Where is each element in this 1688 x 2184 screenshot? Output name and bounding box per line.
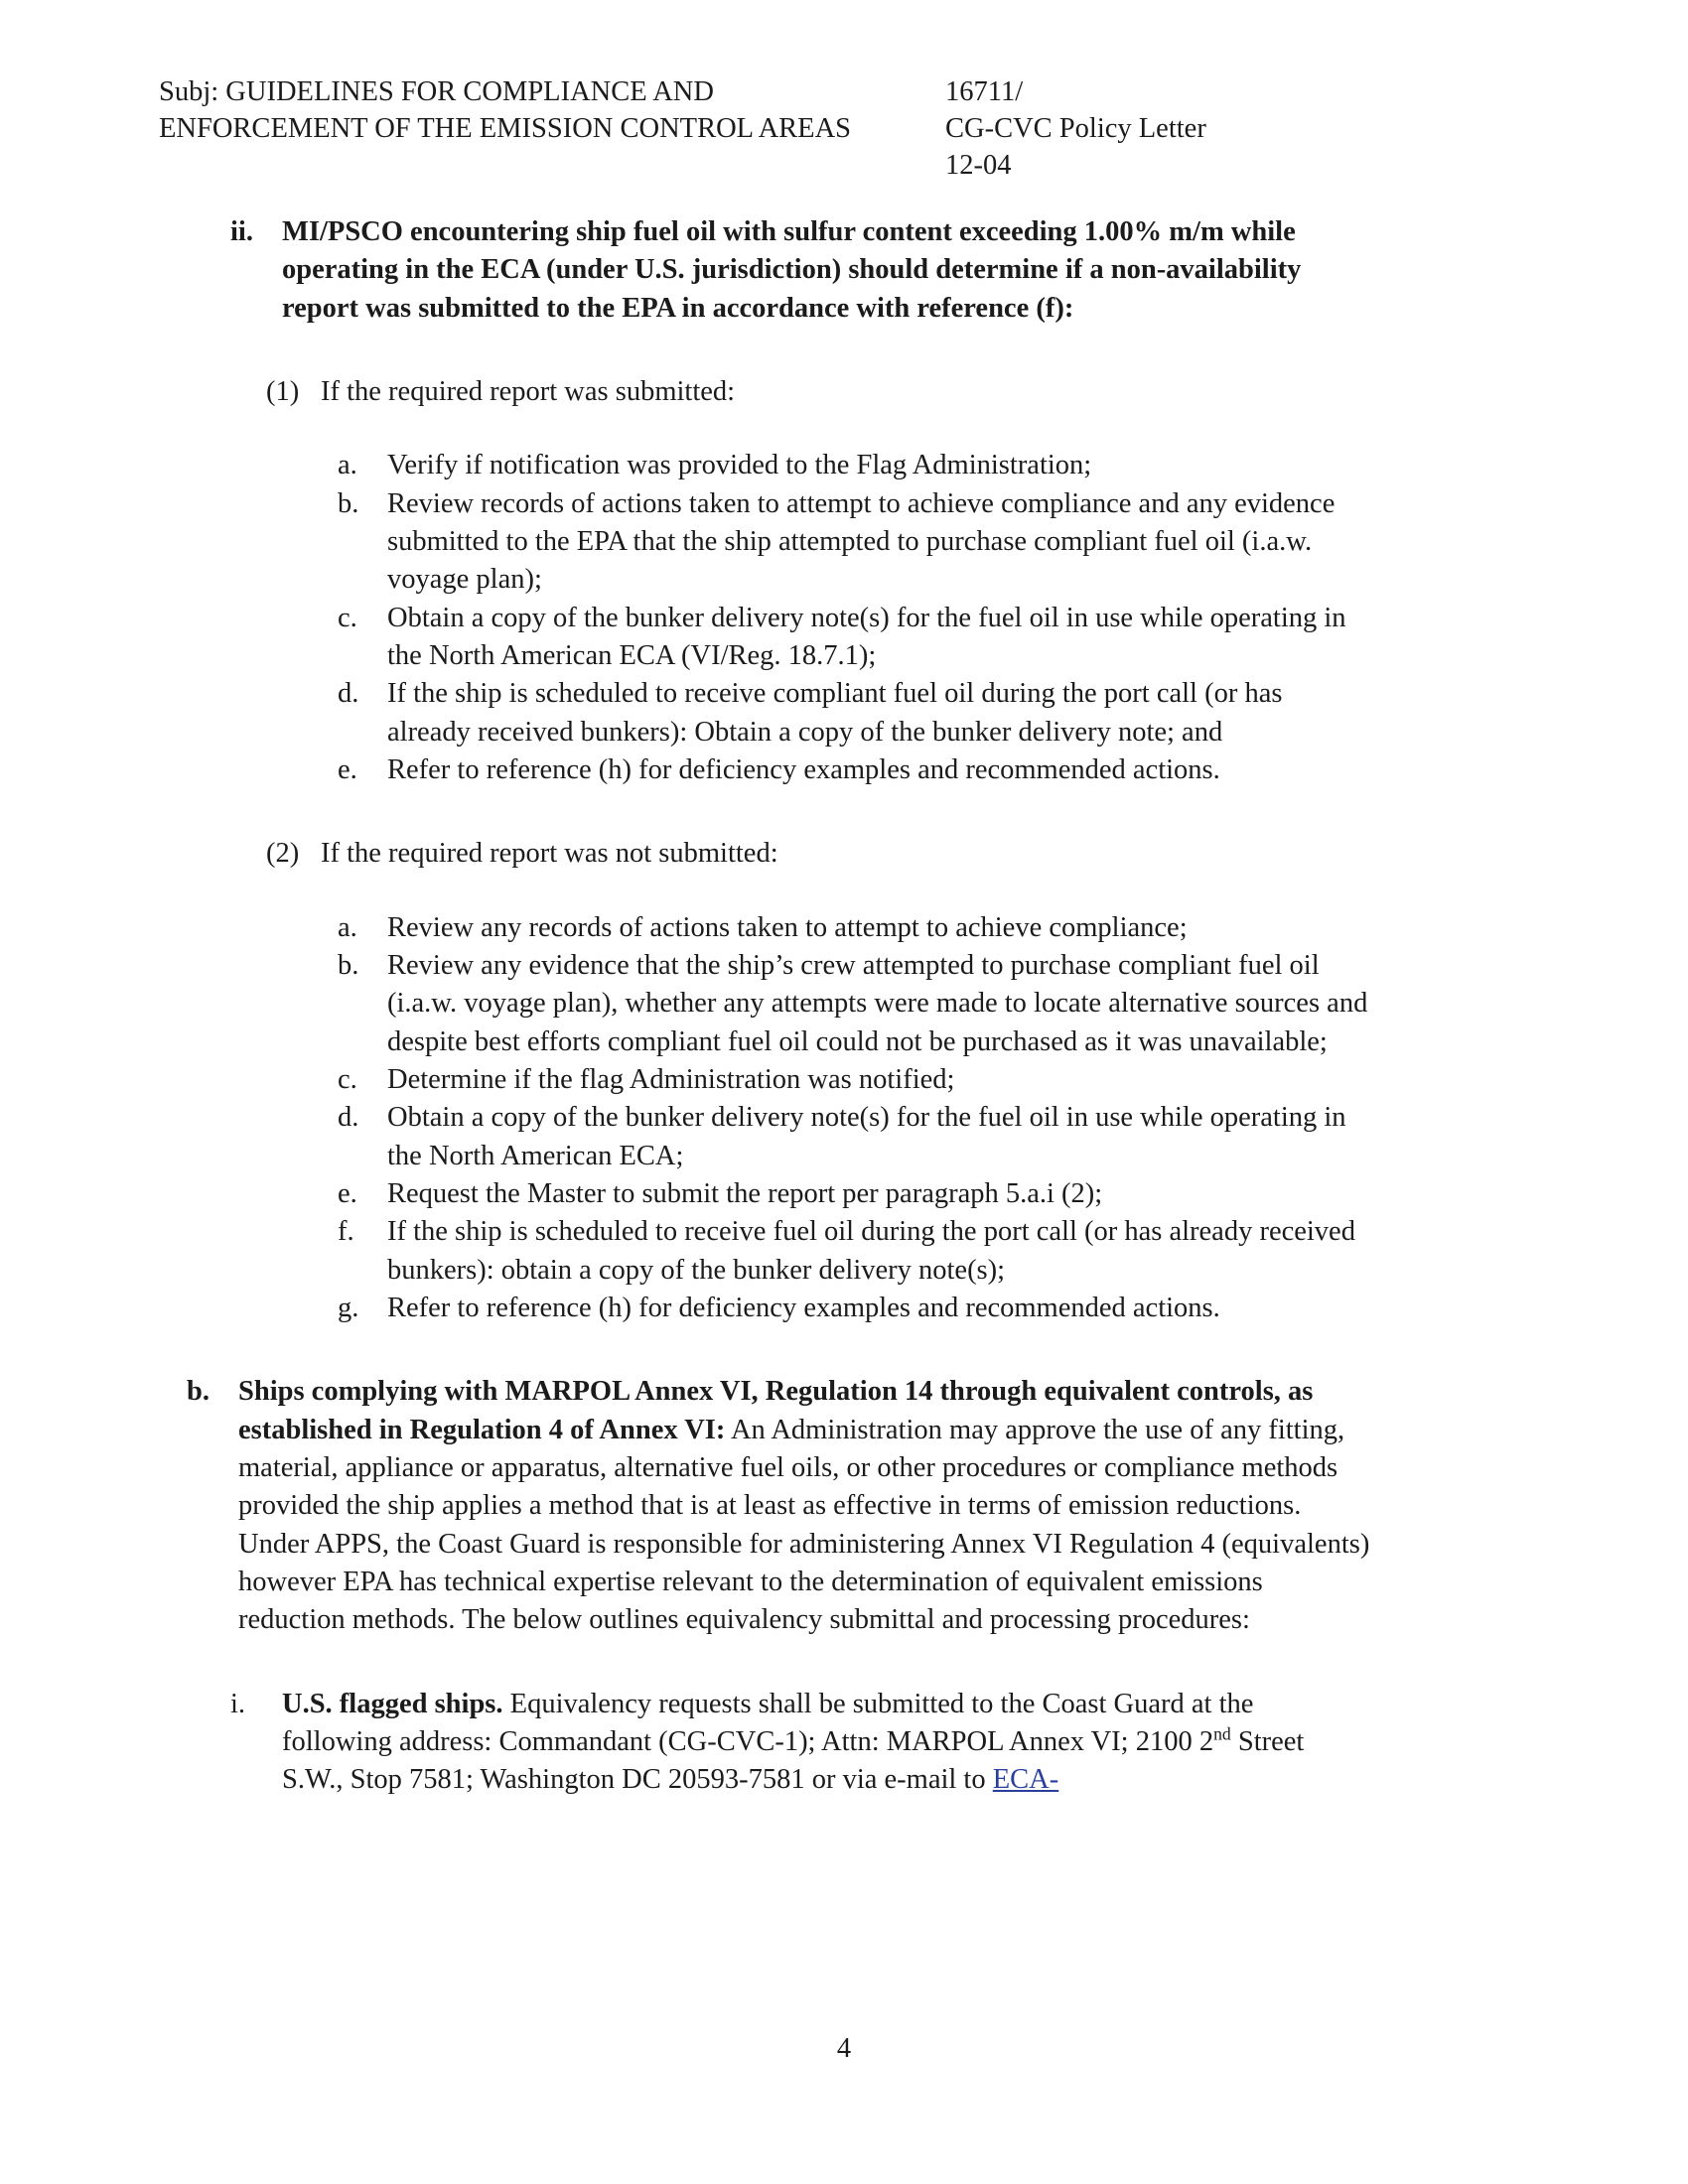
list-item bbox=[338, 1061, 1370, 1099]
list-item-text: Review any records of actions taken to attempt to achieve compliance; bbox=[387, 911, 1188, 943]
section-ii-sub-1 bbox=[266, 373, 1370, 411]
list-item-text: Verify if notification was provided to the Flag Administration; bbox=[387, 450, 1092, 481]
header-policy-letter-title: CG-CVC Policy Letter bbox=[945, 113, 1206, 145]
list-item-marker: b. bbox=[338, 487, 359, 519]
section-ii-sub-1-marker: (1) bbox=[266, 375, 300, 407]
section-b bbox=[187, 1373, 1370, 1639]
section-b-sub-i-paragraph bbox=[282, 1686, 1370, 1800]
list-item bbox=[338, 947, 1370, 1061]
list-item-marker: d. bbox=[338, 678, 359, 710]
list-item bbox=[338, 1290, 1370, 1327]
list-item bbox=[338, 1099, 1370, 1175]
header-subject-line-2: ENFORCEMENT OF THE EMISSION CONTROL AREAS bbox=[159, 113, 851, 145]
section-ii-sub-2-list bbox=[159, 909, 1370, 1328]
header-subject-line-1: Subj: GUIDELINES FOR COMPLIANCE AND bbox=[159, 76, 714, 107]
list-item-text: Determine if the flag Administration was notified; bbox=[387, 1063, 955, 1095]
list-item-text: If the ship is scheduled to receive compliant fuel oil during the port call (or has already received bunkers): Obtain a copy of the bunker delivery note; and bbox=[387, 678, 1283, 748]
section-b-sub-i bbox=[230, 1686, 1370, 1800]
spacer bbox=[159, 1327, 1370, 1373]
section-ii-sub-1-list bbox=[159, 447, 1370, 789]
eca-email-link[interactable]: ECA- bbox=[992, 1764, 1059, 1796]
section-ii-heading: MI/PSCO encountering ship fuel oil with sulfur content exceeding 1.00% m/m while operating in the ECA (under U.S. jurisdiction) should determine if a non-availability report was submitted to the EPA in accordance with reference (f): bbox=[282, 216, 1302, 324]
list-item bbox=[338, 751, 1370, 789]
section-b-body: An Administration may approve the use of any fitting, material, appliance or apparatus, alternative fuel oils, or other procedures or compliance methods provided the ship applies a method that is at least as effective in terms of emission reductions. Under APPS, the Coast Guard is responsible for administering Annex VI Regulation 4 (equivalents) however EPA has technical expertise relevant to the determination of equivalent emissions reduction methods. The below outlines equivalency submittal and processing procedures: bbox=[238, 1414, 1370, 1636]
list-item-marker: c. bbox=[338, 602, 357, 633]
list-item bbox=[338, 600, 1370, 676]
list-item bbox=[338, 447, 1370, 484]
section-b-sub-i-lead: U.S. flagged ships. bbox=[282, 1688, 503, 1719]
section-b-paragraph bbox=[238, 1373, 1370, 1639]
list-item-marker: b. bbox=[338, 949, 359, 981]
header-reference-number: 16711/ bbox=[945, 76, 1024, 107]
list-item-text: Refer to reference (h) for deficiency examples and recommended actions. bbox=[387, 753, 1220, 785]
spacer bbox=[159, 789, 1370, 835]
list-item-marker: e. bbox=[338, 753, 357, 785]
list-item-text: If the ship is scheduled to receive fuel oil during the port call (or has already received bunkers): obtain a copy of the bunker delivery note(s); bbox=[387, 1216, 1355, 1286]
list-item bbox=[338, 1213, 1370, 1290]
header-policy-letter-number: 12-04 bbox=[945, 150, 1012, 182]
list-item-marker: a. bbox=[338, 911, 357, 943]
spacer bbox=[159, 328, 1370, 373]
page-number: 4 bbox=[836, 2033, 852, 2064]
list-item-marker: a. bbox=[338, 450, 357, 481]
list-item-marker: c. bbox=[338, 1063, 357, 1095]
list-item-marker: e. bbox=[338, 1177, 357, 1209]
list-item-text: Review records of actions taken to attempt to achieve compliance and any evidence submitted to the EPA that the ship attempted to purchase compliant fuel oil (i.a.w. voyage plan); bbox=[387, 487, 1336, 596]
spacer bbox=[159, 1640, 1370, 1686]
header-reference-block bbox=[923, 73, 1539, 184]
spacer bbox=[159, 411, 1370, 447]
list-item bbox=[338, 675, 1370, 751]
section-b-marker: b. bbox=[187, 1376, 210, 1408]
list-item-text: Review any evidence that the ship’s crew attempted to purchase compliant fuel oil (i.a.w. voyage plan), whether any attempts were made to locate alternative sources and despite best efforts compliant fuel oil could not be purchased as it was unavailable; bbox=[387, 949, 1368, 1057]
section-b-sub-i-text-after: Street S.W., Stop 7581; Washington DC 20593-7581 or via e-mail to bbox=[282, 1725, 1305, 1796]
list-item-text: Obtain a copy of the bunker delivery note(s) for the fuel oil in use while operating in the North American ECA; bbox=[387, 1102, 1346, 1171]
section-b-lead: Ships complying with MARPOL Annex VI, Regulation 14 through equivalent controls, as established in Regulation 4 of Annex VI: bbox=[238, 1376, 1314, 1445]
section-ii-sub-2 bbox=[266, 835, 1370, 873]
header-subject-block bbox=[159, 73, 923, 147]
list-item-text: Request the Master to submit the report per paragraph 5.a.i (2); bbox=[387, 1177, 1103, 1209]
section-ii bbox=[230, 213, 1370, 328]
list-item-marker: g. bbox=[338, 1292, 359, 1323]
section-ii-sub-1-text: If the required report was submitted: bbox=[321, 375, 736, 407]
section-ii-marker: ii. bbox=[230, 216, 253, 247]
spacer bbox=[159, 874, 1370, 909]
list-item-text: Refer to reference (h) for deficiency examples and recommended actions. bbox=[387, 1292, 1220, 1323]
section-ii-sub-2-marker: (2) bbox=[266, 838, 300, 870]
ordinal-superscript: nd bbox=[1213, 1723, 1231, 1744]
list-item bbox=[338, 909, 1370, 947]
list-item-marker: d. bbox=[338, 1102, 359, 1134]
list-item-text: Obtain a copy of the bunker delivery note(s) for the fuel oil in use while operating in the North American ECA (VI/Reg. 18.7.1); bbox=[387, 602, 1346, 671]
section-b-sub-i-text-before: Equivalency requests shall be submitted to the Coast Guard at the following address: Commandant (CG-CVC-1); Attn: MARPOL Annex VI; 2100 2 bbox=[282, 1688, 1254, 1757]
section-ii-sub-2-text: If the required report was not submitted: bbox=[321, 838, 778, 870]
section-b-sub-i-marker: i. bbox=[230, 1688, 246, 1719]
list-item bbox=[338, 1175, 1370, 1213]
document-body bbox=[159, 213, 1370, 1799]
page-header bbox=[159, 73, 1539, 184]
list-item-marker: f. bbox=[338, 1216, 354, 1248]
list-item bbox=[338, 485, 1370, 600]
